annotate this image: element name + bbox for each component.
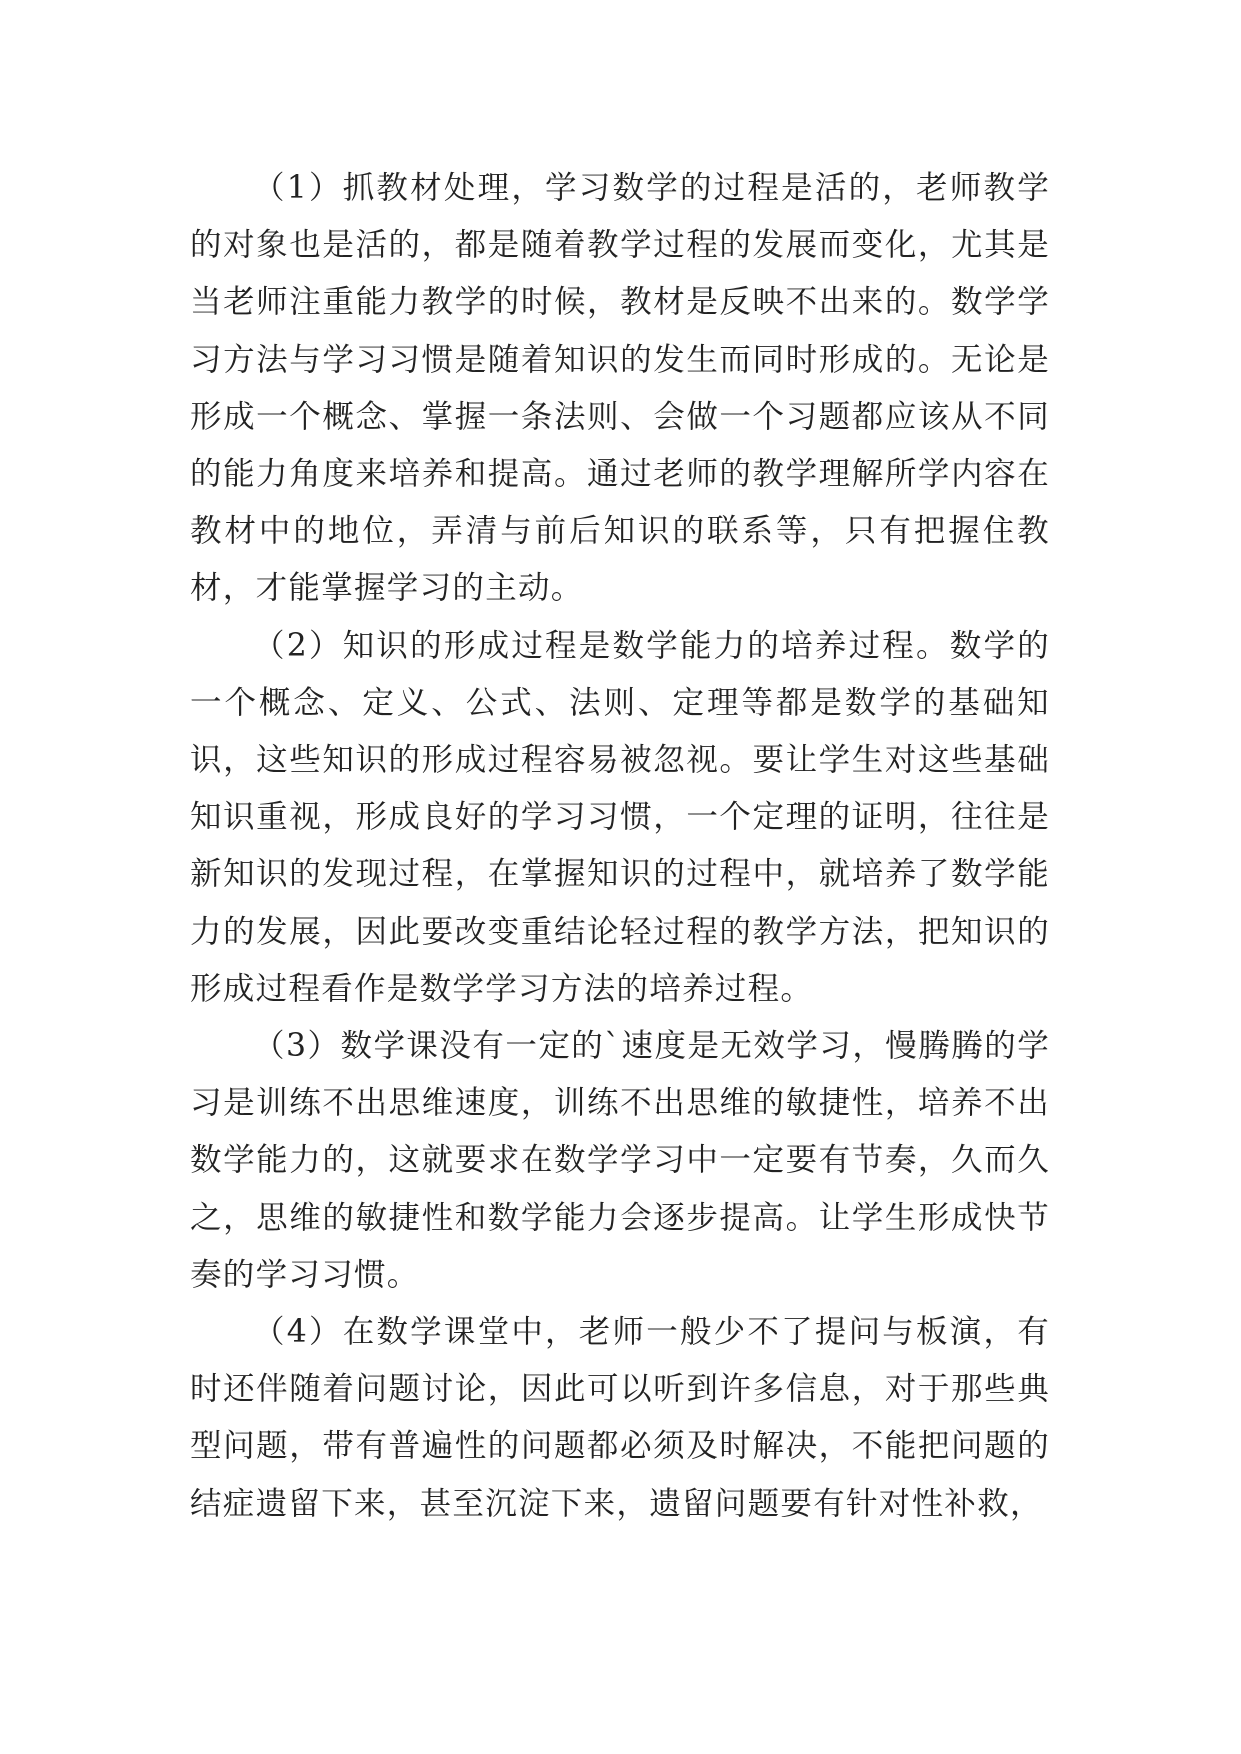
paragraph-1: （1）抓教材处理，学习数学的过程是活的，老师教学的对象也是活的，都是随着教学过程的发展而变化，尤其是当老师注重能力教学的时候，教材是反映不出来的。数学学习方法与学习习惯是随着知识的发生而同时形成的。无论是形成一个概念、掌握一条法则、会做一个习题都应该从不同的能力角度来培养和提高。通过老师的教学理解所学内容在教材中的地位，弄清与前后知识的联系等，只有把握住教材，才能掌握学习的主动。 <box>190 170 1050 607</box>
paragraph-2: （2）知识的形成过程是数学能力的培养过程。数学的一个概念、定义、公式、法则、定理等都是数学的基础知识，这些知识的形成过程容易被忽视。要让学生对这些基础知识重视，形成良好的学习习惯，一个定理的证明，往往是新知识的发现过程，在掌握知识的过程中，就培养了数学能力的发展，因此要改变重结论轻过程的教学方法，把知识的形成过程看作是数学学习方法的培养过程。 <box>190 627 1050 1007</box>
paragraph-4: （4）在数学课堂中，老师一般少不了提问与板演，有时还伴随着问题讨论，因此可以听到许多信息，对于那些典型问题，带有普遍性的问题都必须及时解决，不能把问题的结症遗留下来，甚至沉淀下来，遗留问题要有针对性补救， <box>190 1314 1050 1522</box>
document-body <box>190 160 1050 1533</box>
paragraph-3: （3）数学课没有一定的`速度是无效学习，慢腾腾的学习是训练不出思维速度，训练不出思维的敏捷性，培养不出数学能力的，这就要求在数学学习中一定要有节奏，久而久之，思维的敏捷性和数学能力会逐步提高。让学生形成快节奏的学习习惯。 <box>190 1028 1050 1293</box>
